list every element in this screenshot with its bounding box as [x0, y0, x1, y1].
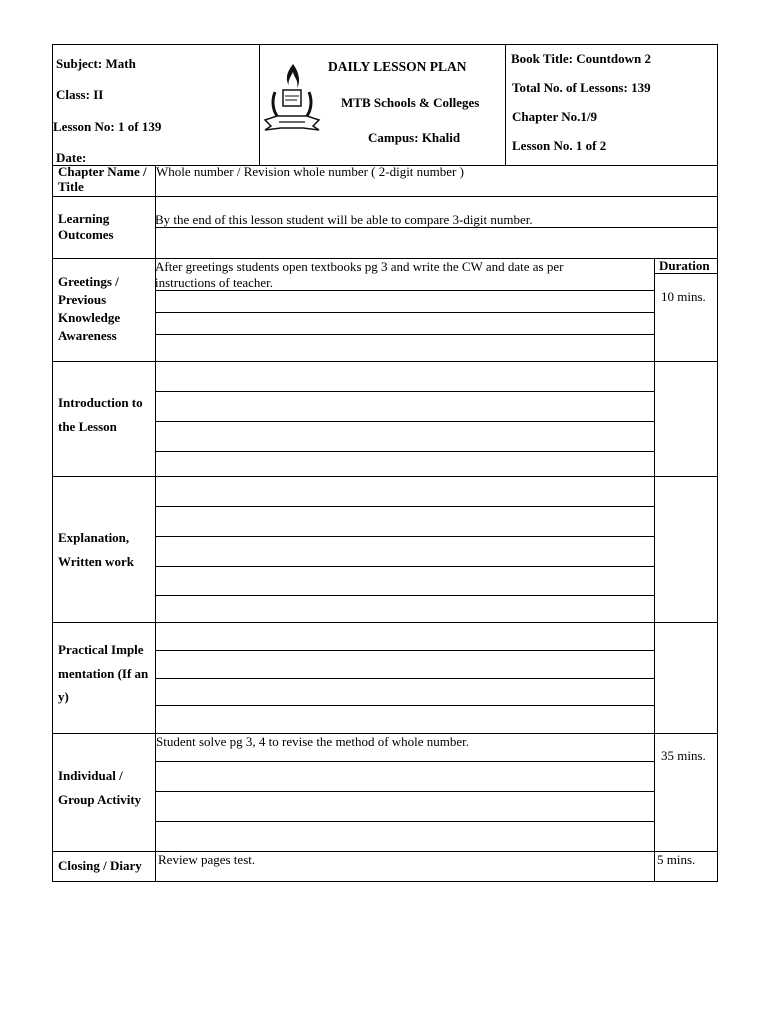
closing-label: Closing / Diary — [58, 858, 142, 873]
learning-outcomes-value: By the end of this lesson student will be able to compare 3-digit number. — [155, 212, 533, 227]
greetings-duration: 10 mins. — [661, 289, 706, 304]
closing-value: Review pages test. — [158, 852, 256, 867]
writing-line — [155, 391, 654, 392]
writing-line — [155, 566, 654, 567]
class-field: Class: II — [56, 87, 104, 102]
lesson-of-field: Lesson No. 1 of 2 — [512, 138, 607, 153]
subject-field: Subject: Math — [56, 56, 136, 71]
activity-value: Student solve pg 3, 4 to revise the method of whole number. — [156, 734, 470, 749]
introduction-label: Introduction to the Lesson — [58, 395, 143, 434]
writing-line — [155, 821, 654, 822]
writing-line — [155, 536, 654, 537]
chapter-name-value: Whole number / Revision whole number ( 2-digit number ) — [156, 164, 464, 179]
writing-line — [155, 421, 654, 422]
writing-line — [155, 334, 654, 335]
book-title-field: Book Title: Countdown 2 — [511, 51, 652, 66]
row-separator — [52, 476, 718, 477]
school-name: MTB Schools & Colleges — [341, 95, 480, 110]
school-logo — [263, 60, 321, 140]
document-title: DAILY LESSON PLAN — [328, 59, 467, 74]
greetings-label: Greetings / Previous Knowledge Awareness — [58, 274, 121, 343]
writing-line — [155, 791, 654, 792]
learning-outcomes-label: Learning Outcomes — [58, 211, 114, 242]
writing-line — [155, 761, 654, 762]
chapter-name-label: Chapter Name / Title — [58, 164, 147, 194]
writing-line — [155, 312, 654, 313]
writing-line — [155, 451, 654, 452]
total-lessons-field: Total No. of Lessons: 139 — [512, 80, 651, 95]
row-separator — [52, 196, 718, 197]
header-divider-left — [259, 44, 260, 165]
practical-label: Practical Implementation (If any) — [58, 642, 149, 704]
writing-line — [155, 705, 654, 706]
activity-label: Individual / Group Activity — [58, 768, 142, 807]
greetings-value: After greetings students open textbooks pg 3 and write the CW and date as per instructions of teacher. — [155, 259, 564, 290]
header-divider-right — [505, 44, 506, 165]
writing-line — [155, 678, 654, 679]
writing-line — [155, 506, 654, 507]
chapter-number-field: Chapter No.1/9 — [512, 109, 597, 124]
campus-name: Campus: Khalid — [368, 130, 461, 145]
lesson-number-field: Lesson No: 1 of 139 — [53, 119, 162, 134]
duration-column-divider — [654, 258, 655, 882]
row-separator — [52, 851, 718, 852]
activity-duration: 35 mins. — [661, 748, 706, 763]
duration-header: Duration — [659, 258, 710, 273]
row-separator — [52, 361, 718, 362]
writing-line — [155, 227, 718, 228]
date-field: Date: — [56, 150, 87, 165]
writing-line — [155, 595, 654, 596]
closing-duration: 5 mins. — [657, 852, 696, 867]
writing-line — [155, 650, 654, 651]
row-separator — [52, 622, 718, 623]
writing-line — [654, 273, 718, 274]
explanation-label: Explanation, Written work — [58, 530, 134, 569]
